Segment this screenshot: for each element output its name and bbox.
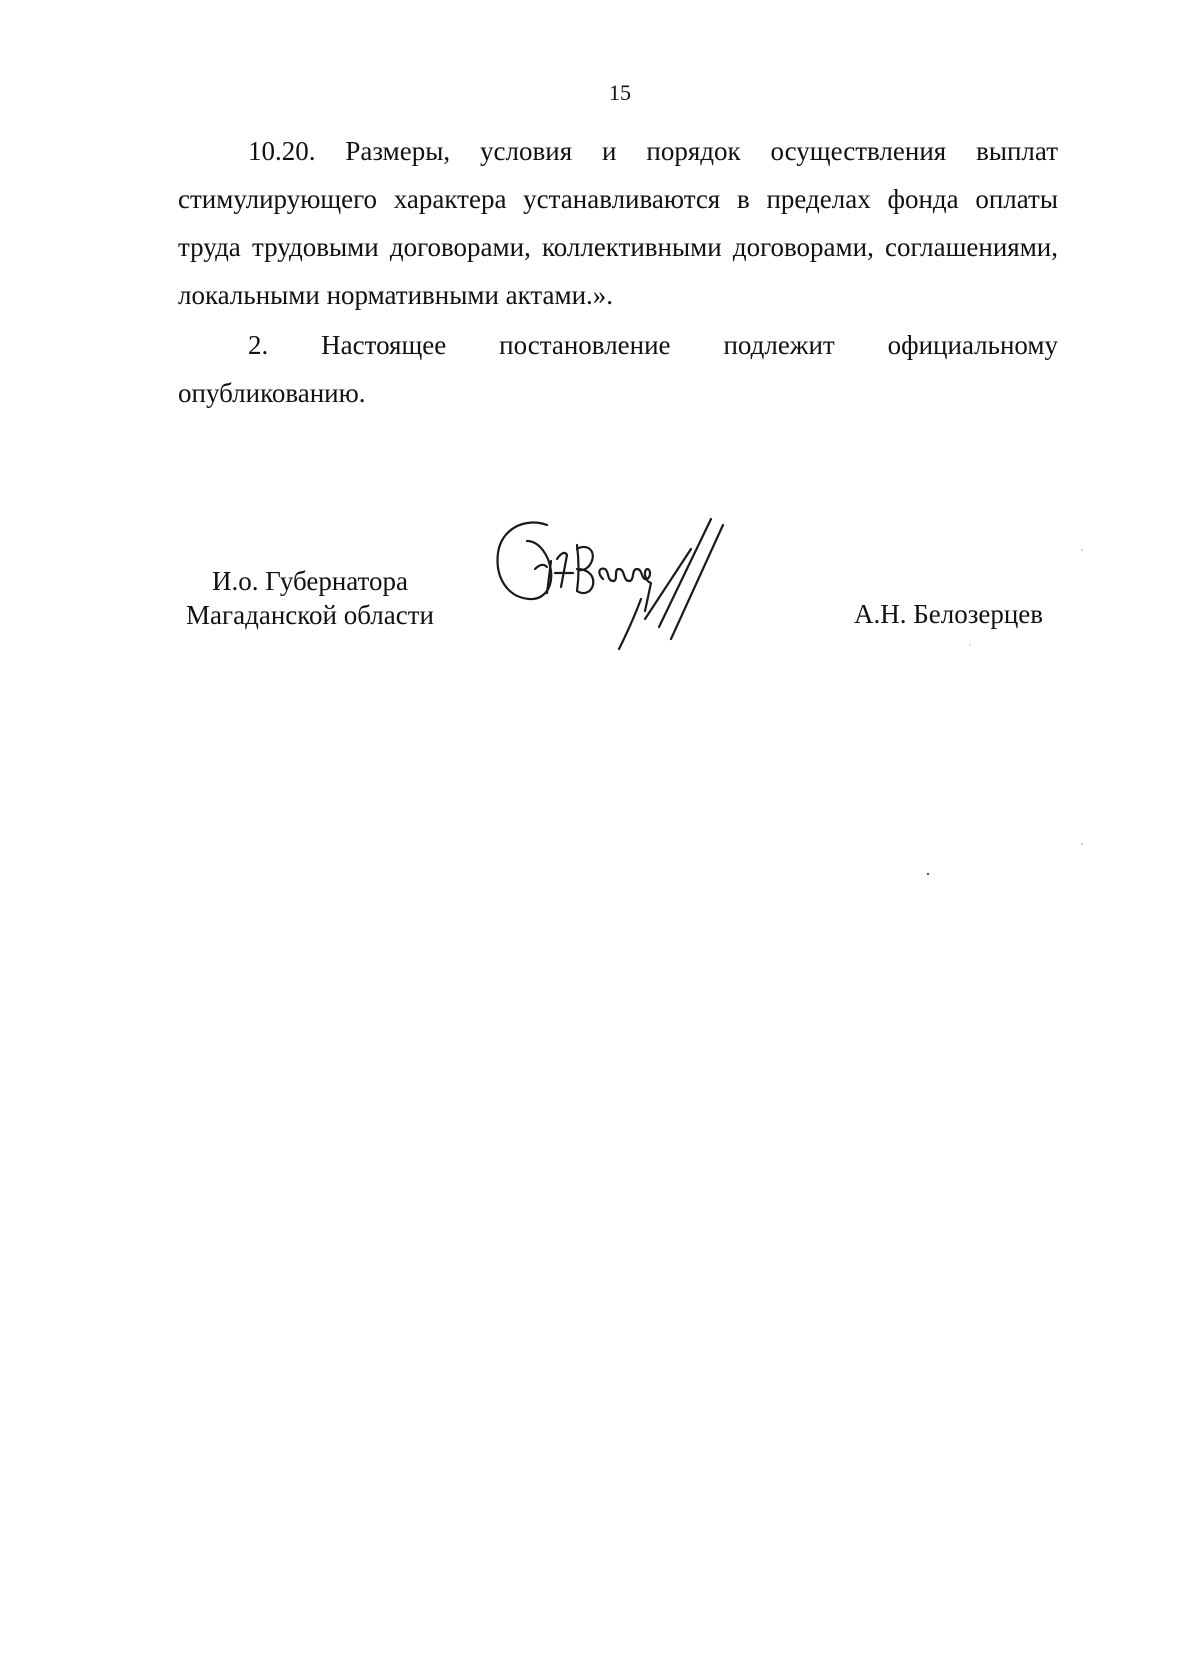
signatory-title-line-2: Магаданской области: [186, 600, 434, 630]
paragraph-2-line-1: 2. Настоящее постановление подлежит официальному: [248, 330, 1058, 360]
paragraph-2-line-2: опубликованию.: [178, 378, 366, 408]
signatory-name: А.Н. Белозерцев: [854, 599, 1044, 629]
signatory-title: [160, 564, 460, 632]
paragraph-2: [178, 321, 1058, 417]
signatory-title-line-1: И.о. Губернатора: [211, 566, 408, 596]
paragraph-10-20: 10.20. Размеры, условия и порядок осуществления выплат стимулирующего характера устанавливаются в пределах фонда оплаты труда трудовыми договорами, коллективными договорами, соглашениями, локальными нормативными актами.».: [178, 136, 1058, 310]
handwritten-signature-icon: [495, 515, 765, 670]
page-number: 15: [609, 80, 631, 105]
